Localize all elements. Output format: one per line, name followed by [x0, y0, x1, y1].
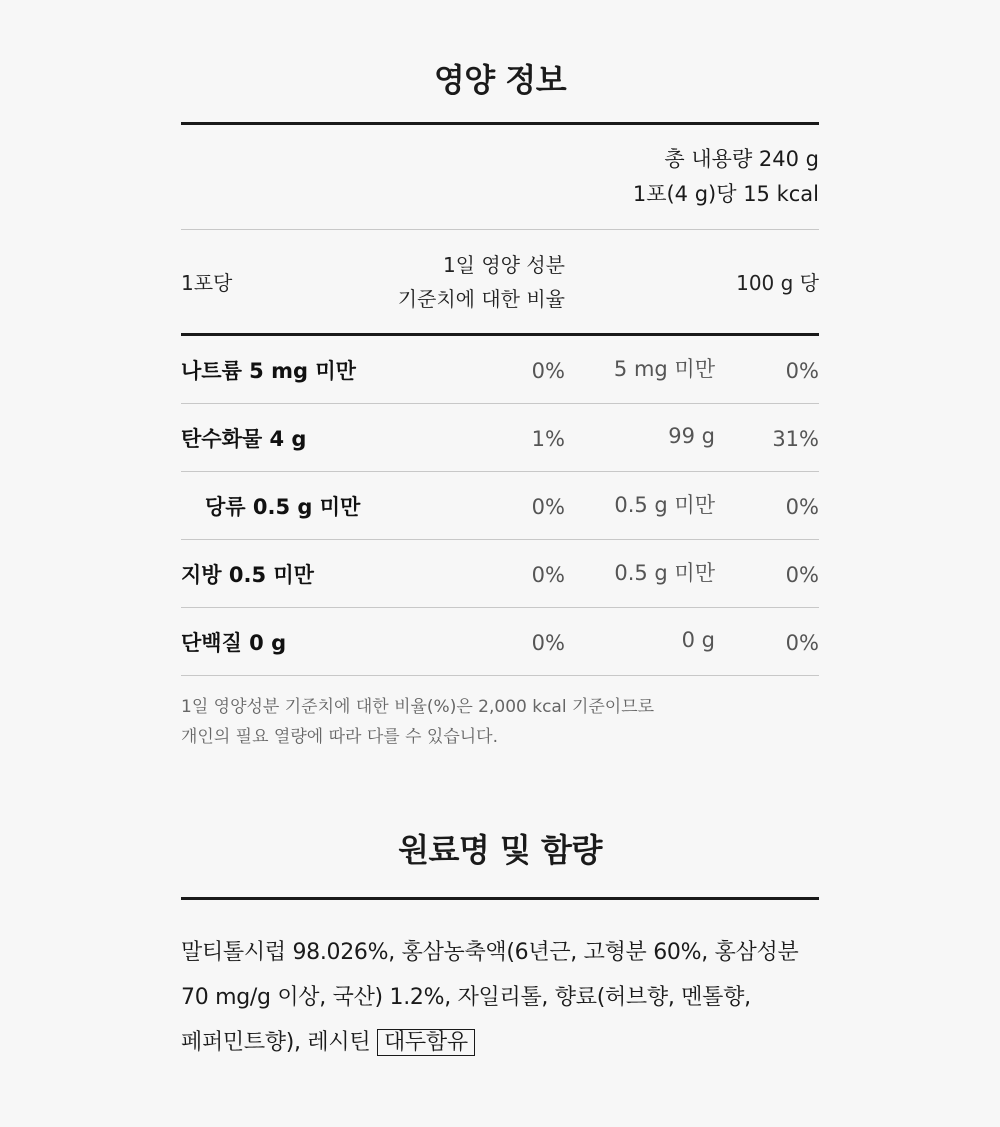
- ingredients-line1: 말티톨시럽 98.026%, 홍삼농축액(6년근, 고형분 60%, 홍삼성분: [181, 940, 799, 965]
- nutrient-name: 나트륨 5 mg 미만: [181, 358, 356, 383]
- nutrient-dv-100g: 0%: [785, 630, 819, 655]
- nutrient-dv: 0%: [531, 494, 565, 519]
- nutrient-name: 단백질 0 g: [181, 630, 287, 655]
- nutrient-name: 탄수화물 4 g: [181, 426, 307, 451]
- nutrient-dv-100g: 31%: [772, 426, 819, 451]
- divider: [181, 897, 819, 900]
- table-row: [181, 404, 819, 471]
- footnote-line2: 개인의 필요 열량에 따라 다를 수 있습니다.: [181, 727, 499, 747]
- allergen-badge: 대두함유: [377, 1029, 475, 1056]
- divider: [181, 675, 819, 676]
- nutrient-name: 지방 0.5 미만: [181, 562, 314, 587]
- per-serving-kcal: 1포(4 g)당 15 kcal: [632, 182, 819, 206]
- table-row: [181, 472, 819, 539]
- nutrient-name: 당류 0.5 g 미만: [205, 494, 361, 519]
- footnote-line1: 1일 영양성분 기준치에 대한 비율(%)은 2,000 kcal 기준이므로: [181, 697, 655, 717]
- footnote: [181, 692, 819, 752]
- header-per-100g: 100 g 당: [736, 271, 819, 295]
- total-content: 총 내용량 240 g: [664, 147, 819, 171]
- nutrient-amount-100g: 5 mg 미만: [613, 356, 715, 381]
- nutrient-dv: 0%: [531, 358, 565, 383]
- ingredients-title: 원료명 및 함량: [398, 831, 602, 869]
- ingredients-line2: 70 mg/g 이상, 국산) 1.2%, 자일리톨, 향료(허브향, 멘톨향,: [181, 985, 751, 1010]
- ingredients-line3: [181, 1020, 819, 1065]
- header-dv-line1: 1일 영양 성분: [442, 252, 565, 277]
- ingredients-text: [181, 930, 819, 1065]
- table-row: [181, 608, 819, 675]
- nutrition-title: 영양 정보: [433, 61, 567, 99]
- nutrient-dv-100g: 0%: [785, 494, 819, 519]
- nutrient-amount-100g: 0.5 g 미만: [614, 492, 715, 517]
- nutrient-dv-100g: 0%: [785, 358, 819, 383]
- nutrient-amount-100g: 99 g: [668, 423, 715, 448]
- table-header: [181, 230, 819, 333]
- nutrition-section: [181, 0, 819, 1065]
- nutrient-dv: 1%: [531, 426, 565, 451]
- totals-block: [181, 125, 819, 229]
- nutrient-amount-100g: 0 g: [681, 627, 715, 652]
- ingredients-line3-text: 페퍼민트향), 레시틴: [181, 1030, 377, 1055]
- table-row: [181, 336, 819, 403]
- header-daily-value: [371, 248, 565, 316]
- nutrient-dv: 0%: [531, 630, 565, 655]
- header-dv-line2: 기준치에 대한 비율: [397, 286, 565, 311]
- nutrient-dv: 0%: [531, 562, 565, 587]
- header-per-serving: 1포당: [181, 271, 233, 295]
- nutrient-dv-100g: 0%: [785, 562, 819, 587]
- table-row: [181, 540, 819, 607]
- nutrient-amount-100g: 0.5 g 미만: [614, 560, 715, 585]
